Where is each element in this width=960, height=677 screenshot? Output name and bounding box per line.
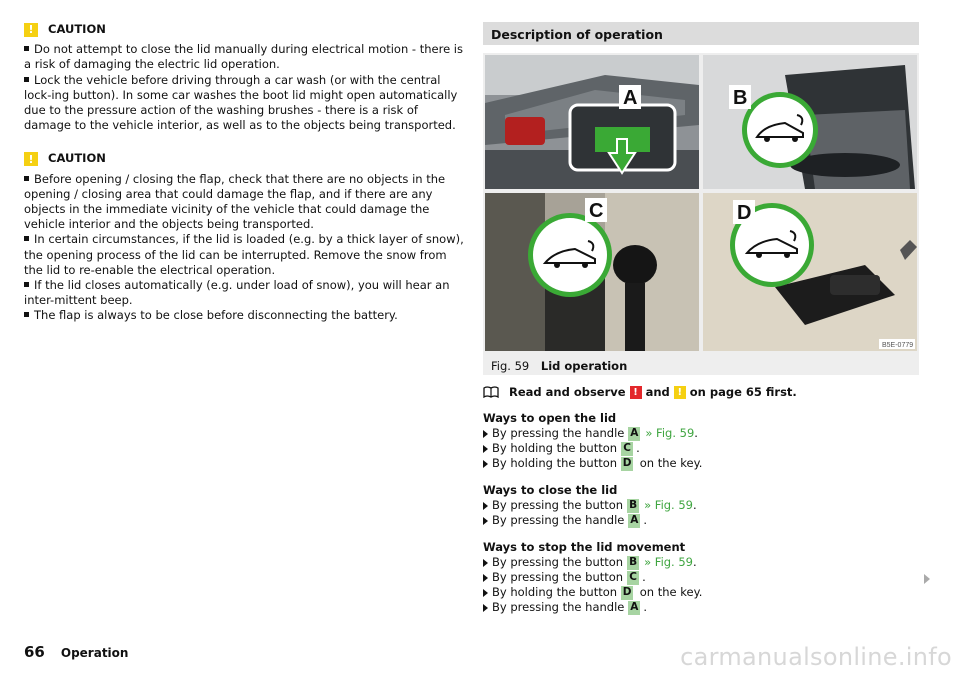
watermark: carmanualsonline.info [680, 643, 952, 671]
square-bullet-icon [24, 312, 29, 317]
ways-title: Ways to stop the lid movement [483, 540, 686, 554]
list-item: By pressing the handle A » Fig. 59 . [483, 426, 919, 441]
ways-title: Ways to close the lid [483, 483, 618, 497]
lid-operation-illustration [485, 55, 917, 351]
ways-to-stop [483, 540, 919, 615]
list-item: By holding the button C . [483, 441, 919, 456]
figure-label-c: C [589, 200, 604, 222]
triangle-bullet-icon [483, 559, 488, 567]
key-label: C [627, 571, 639, 585]
key-label: A [630, 601, 639, 614]
key-label: B [629, 499, 638, 512]
key-label: C [621, 442, 633, 456]
caution-column [24, 22, 464, 324]
page-footer [24, 643, 128, 661]
footer-section: Operation [60, 646, 129, 660]
key-label: A [630, 427, 639, 440]
square-bullet-icon [24, 236, 29, 241]
figure-link[interactable]: » Fig. 59 [645, 426, 695, 440]
warning-icon: ! [630, 386, 642, 399]
figure-title: Lid operation [540, 359, 628, 373]
triangle-bullet-icon [483, 574, 488, 582]
panel-a-rear-car [485, 55, 699, 189]
caution-item: Before opening / closing the flap, check that there are no objects in the opening / closing area that could damage the flap, and if there are any objects in the immediate vicinity of the vehicle that could damage the vehicle interior and the objects being transported. [24, 171, 446, 232]
square-bullet-icon [24, 46, 29, 51]
figure-59 [483, 53, 919, 353]
key-label: D [622, 457, 632, 470]
book-icon [483, 386, 499, 398]
caution-heading-1 [24, 22, 464, 37]
figure-link[interactable]: » Fig. 59 [644, 498, 694, 512]
read-and-observe: Read and observe ! and ! on page 65 first. [483, 385, 919, 399]
list-item: By pressing the button B » Fig. 59 . [483, 555, 919, 570]
list-item: By pressing the button B » Fig. 59 . [483, 498, 919, 513]
triangle-bullet-icon [483, 517, 488, 525]
caution-item: In certain circumstances, if the lid is loaded (e.g. by a thick layer of snow), the opening process of the lid can be interrupted. Remove the snow from the lid to re-enable the electrical operation. [24, 232, 464, 277]
callout-b [742, 92, 818, 168]
figure-label-d: D [737, 202, 752, 224]
caution-title: CAUTION [48, 151, 106, 166]
key-label: D [622, 586, 632, 599]
figure-label-a: A [623, 87, 638, 109]
key-label: A [630, 514, 639, 527]
caution-item: If the lid closes automatically (e.g. under load of snow), you will hear an inter-mittent beep. [24, 278, 450, 308]
figure-link[interactable]: » Fig. 59 [644, 555, 694, 569]
square-bullet-icon [24, 176, 29, 181]
section-heading: Description of operation [483, 22, 919, 45]
caution-icon: ! [24, 152, 38, 166]
triangle-bullet-icon [483, 502, 488, 510]
figure-label-b: B [733, 87, 748, 109]
list-item: By holding the button D on the key. [483, 585, 919, 600]
caution-icon: ! [24, 23, 38, 37]
caution-item: Lock the vehicle before driving through a car wash (or with the central lock-ing button). In some car washes the boot lid might open automatically due to the pressure action of the washing brushes - there is a risk of damage to the vehicle interior, as well as to the objects being transported. [24, 72, 458, 133]
operation-column [483, 22, 919, 615]
caution-item: Do not attempt to close the lid manually during electrical motion - there is a risk of damaging the electric lid operation. [24, 42, 463, 72]
triangle-bullet-icon [483, 604, 488, 612]
figure-caption [483, 353, 919, 375]
ways-to-open [483, 411, 919, 471]
caution-title: CAUTION [48, 22, 106, 36]
next-page-arrow-icon[interactable] [924, 574, 930, 584]
square-bullet-icon [24, 77, 29, 82]
triangle-bullet-icon [483, 460, 488, 468]
figure-code: B5E-0779 [882, 342, 914, 349]
caution-item: The flap is always to be close before disconnecting the battery. [24, 308, 464, 323]
triangle-bullet-icon [483, 445, 488, 453]
list-item: By pressing the handle A . [483, 600, 919, 615]
page-number: 66 [24, 643, 45, 661]
ways-list [483, 411, 919, 615]
list-item: By pressing the button C . [483, 570, 919, 585]
key-label: B [629, 556, 638, 569]
caution-icon: ! [674, 386, 686, 399]
caution-heading-2 [24, 151, 464, 166]
caution-block-1 [24, 22, 464, 133]
callout-c [528, 213, 612, 297]
caution-block-2 [24, 151, 464, 323]
square-bullet-icon [24, 282, 29, 287]
ways-to-close [483, 483, 919, 528]
figure-number: Fig. 59 [491, 359, 530, 373]
triangle-bullet-icon [483, 430, 488, 438]
ways-title: Ways to open the lid [483, 411, 617, 425]
triangle-bullet-icon [483, 589, 488, 597]
list-item: By pressing the handle A . [483, 513, 919, 528]
list-item: By holding the button D on the key. [483, 456, 919, 471]
